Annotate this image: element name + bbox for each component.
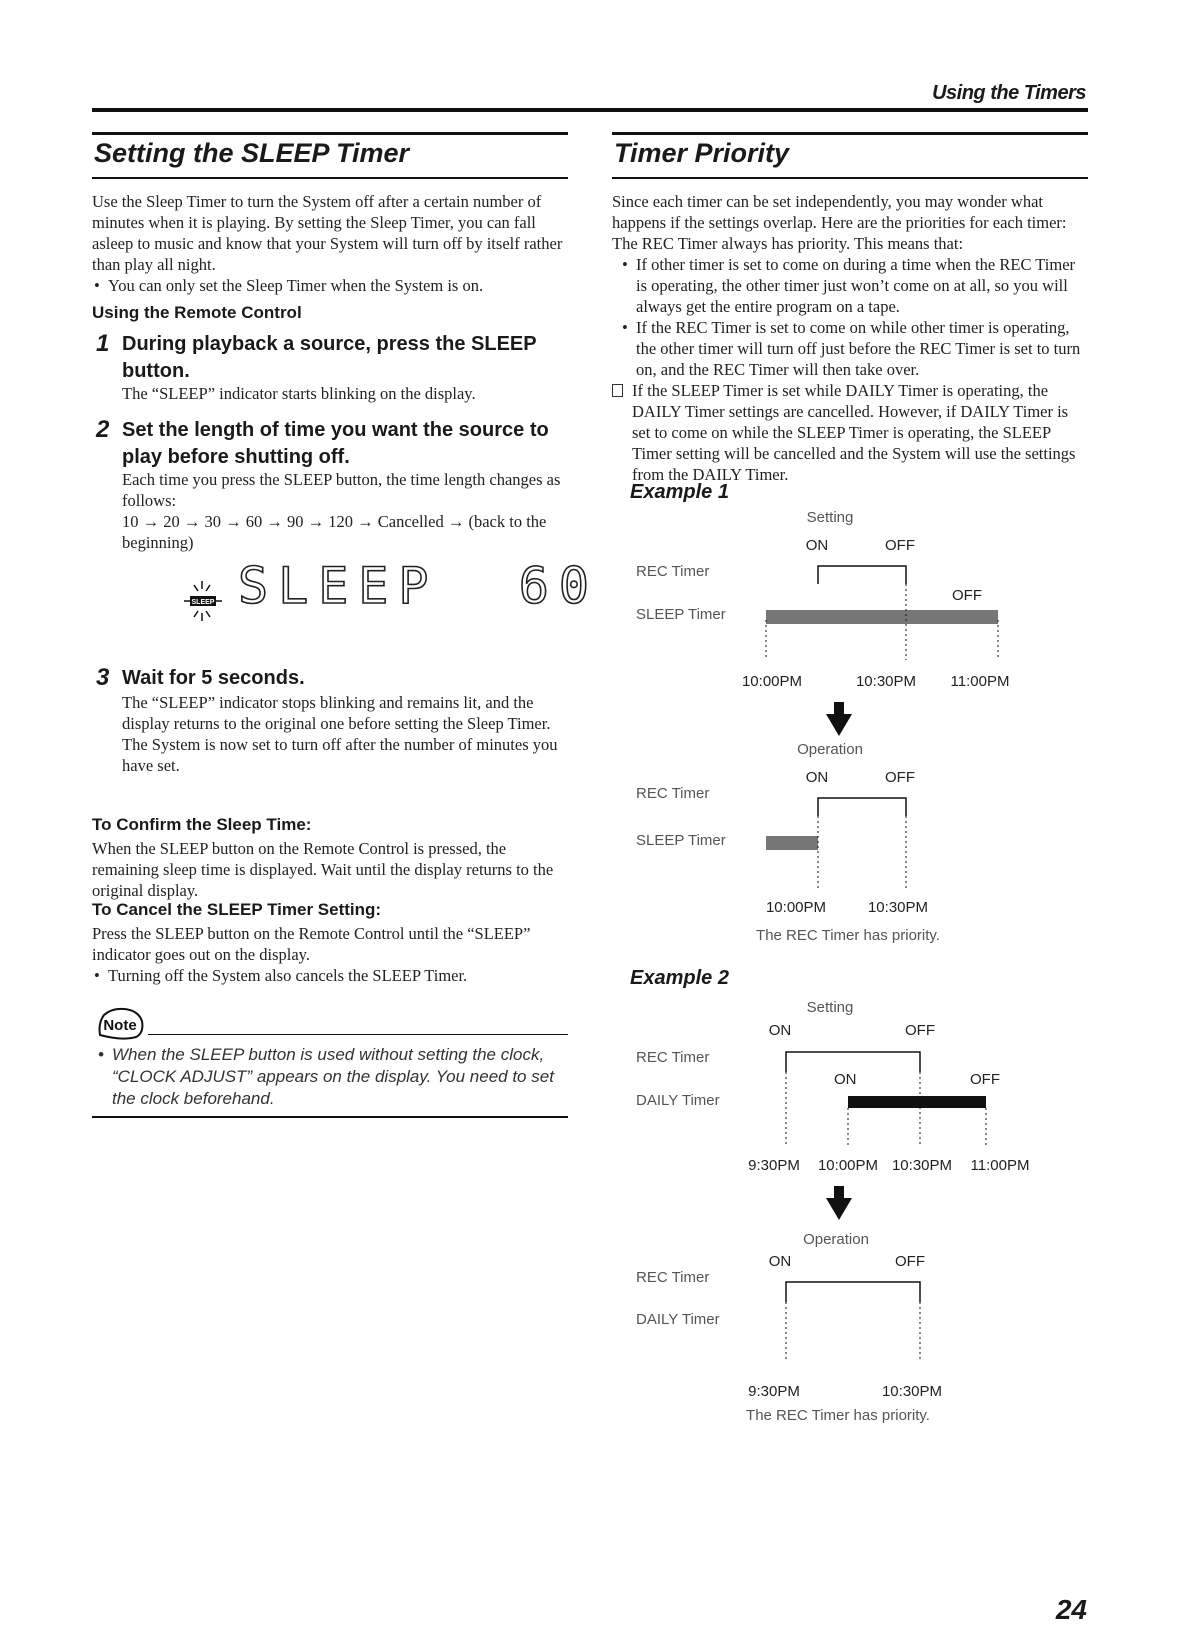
step-2-number: 2 (96, 416, 110, 443)
cancel-body (92, 923, 568, 986)
ex1-time-3: 11:00PM (950, 673, 1010, 690)
ex1-op-sleep-bar (766, 836, 818, 850)
ex1-op-off-label: OFF (885, 769, 915, 786)
step-1-heading: During playback a source, press the SLEEP button. (122, 333, 537, 382)
ex1-op-on-label: ON (805, 769, 829, 786)
note-rule (148, 1034, 568, 1035)
ex1-sleep-label: SLEEP Timer (636, 606, 726, 623)
ex2-off-right-label: OFF (970, 1071, 1000, 1088)
ex2-op-time-1: 9:30PM (748, 1383, 800, 1400)
step-2-sequence: 10 → 20 → 30 → 60 → 90 → 120 → Cancelled → (back to the beginning) (122, 512, 547, 552)
priority-bullet-2: • If the REC Timer is set to come on while other timer is operating, the other timer will turn off just before the REC Timer is set to turn on, and the REC Timer will then take over. (620, 317, 1088, 380)
running-header: Using the Timers (932, 82, 1086, 104)
left-section-title: Setting the SLEEP Timer (94, 138, 410, 168)
ex1-op-rec-line (818, 798, 906, 816)
ex2-time-2: 10:00PM (817, 1157, 879, 1174)
ex1-arrow-down-icon (826, 702, 852, 736)
step-2-body (122, 469, 568, 553)
left-title-top-rule (92, 132, 568, 135)
sleep-display (180, 557, 599, 635)
display-readout: SLEEP 60 (238, 557, 599, 615)
ex2-operation-label: Operation (803, 1231, 869, 1248)
ex2-rec-line (786, 1052, 920, 1072)
left-bullet: • You can only set the Sleep Timer when the System is on. (92, 275, 568, 296)
ex2-on-mid-label: ON (834, 1071, 857, 1088)
sleep-daily-text: If the SLEEP Timer is set while DAILY Timer is operating, the DAILY Timer settings are cancelled. However, if DAILY Timer is set to come on while the SLEEP Timer is operating, the SLEEP Timer setting will be cancelled and the System will use the settings from the DAILY Timer. (632, 381, 1076, 484)
ex1-off-label: OFF (885, 537, 915, 554)
ex1-op-rec-label: REC Timer (636, 785, 710, 802)
ex2-op-rec-label: REC Timer (636, 1269, 710, 1286)
checkbox-icon (612, 384, 623, 397)
rec-priority-text: The REC Timer always has priority. This means that: (612, 234, 964, 253)
example-1-label: Example 1 (630, 481, 729, 503)
step-3-number: 3 (96, 664, 110, 691)
step-3-body-text-2: The System is now set to turn off after the number of minutes you have set. (122, 735, 558, 775)
sleep-daily-note (612, 380, 1088, 485)
step-2-body-text: Each time you press the SLEEP button, the time length changes as follows: (122, 470, 561, 510)
ex1-rec-label: REC Timer (636, 563, 710, 580)
step-1-number: 1 (96, 330, 110, 357)
right-intro (612, 191, 1088, 380)
ex1-op-time-1: 10:00PM (765, 899, 827, 916)
ex2-time-3: 10:30PM (891, 1157, 953, 1174)
ex2-op-time-2: 10:30PM (881, 1383, 943, 1400)
header-rule (92, 108, 1088, 112)
ex1-setting-label: Setting (806, 509, 854, 526)
note-icon (96, 1005, 146, 1041)
example-1-diagram (612, 500, 1088, 960)
right-intro-text: Since each timer can be set independently, you may wonder what happens if the settings overlap. Here are the priorities for each timer: (612, 192, 1067, 232)
ex1-op-sleep-label: SLEEP Timer (636, 832, 726, 849)
example-2-label: Example 2 (630, 967, 729, 989)
priority-bullet-1: • If other timer is set to come on during a time when the REC Timer is operating, the other timer just won’t come on at all, so you will always get the entire program on a tape. (620, 254, 1088, 317)
ex2-on-label: ON (768, 1022, 792, 1039)
ex2-arrow-down-icon (826, 1186, 852, 1220)
step-3-body-text: The “SLEEP” indicator stops blinking and remains lit, and the display returns to the original one before setting the Sleep Timer. (122, 693, 551, 733)
right-title-top-rule (612, 132, 1088, 135)
step-2-heading: Set the length of time you want the source to play before shutting off. (122, 419, 549, 468)
sleep-indicator-label: SLEEP (191, 599, 215, 606)
ex2-op-off-label: OFF (895, 1253, 925, 1270)
cancel-bullet: • Turning off the System also cancels the SLEEP Timer. (92, 965, 568, 986)
left-intro (92, 191, 568, 296)
confirm-body: When the SLEEP button on the Remote Control is pressed, the remaining sleep time is displayed. Wait until the display returns to the original display. (92, 839, 554, 900)
ex2-setting-label: Setting (806, 999, 854, 1016)
ex2-priority-text: The REC Timer has priority. (746, 1407, 930, 1424)
left-intro-text: Use the Sleep Timer to turn the System off after a certain number of minutes when it is playing. By setting the Sleep Timer, you can fall asleep to music and know that your System will turn off by itself rather than play all night. (92, 192, 563, 274)
ex2-daily-bar (848, 1096, 986, 1108)
step-3-body (122, 692, 568, 776)
right-title-bottom-rule (612, 177, 1088, 179)
ex1-rec-line (818, 566, 906, 584)
left-title-bottom-rule (92, 177, 568, 179)
page-number: 24 (1055, 1594, 1087, 1625)
cancel-body-text: Press the SLEEP button on the Remote Control until the “SLEEP” indicator goes out on the display. (92, 924, 531, 964)
ex2-off-label: OFF (905, 1022, 935, 1039)
cancel-heading: To Cancel the SLEEP Timer Setting: (92, 900, 382, 919)
ex2-time-1: 9:30PM (748, 1157, 800, 1174)
ex2-op-on-label: ON (768, 1253, 792, 1270)
example-2-diagram (612, 990, 1088, 1430)
ex1-priority-text: The REC Timer has priority. (756, 927, 940, 944)
step-1-body: The “SLEEP” indicator starts blinking on the display. (122, 384, 476, 403)
ex1-op-time-2: 10:30PM (867, 899, 929, 916)
ex2-time-4: 11:00PM (970, 1157, 1030, 1174)
ex1-sleep-bar (766, 610, 998, 624)
confirm-heading: To Confirm the Sleep Time: (92, 815, 312, 834)
ex2-rec-label: REC Timer (636, 1049, 710, 1066)
ex1-on-label: ON (805, 537, 829, 554)
remote-heading: Using the Remote Control (92, 303, 302, 322)
ex1-time-2: 10:30PM (855, 673, 917, 690)
ex2-op-rec-line (786, 1282, 920, 1302)
note-bottom-rule (92, 1116, 568, 1118)
right-section-title: Timer Priority (614, 138, 790, 168)
ex2-op-daily-label: DAILY Timer (636, 1311, 720, 1328)
note-body (96, 1044, 572, 1110)
note-label: Note (103, 1017, 137, 1034)
ex2-daily-label: DAILY Timer (636, 1092, 720, 1109)
step-3-heading: Wait for 5 seconds. (122, 667, 305, 689)
ex1-operation-label: Operation (797, 741, 863, 758)
ex1-off-right-label: OFF (952, 587, 982, 604)
note-bullet: • When the SLEEP button is used without setting the clock, “CLOCK ADJUST” appears on the display. You need to set the clock beforehand. (96, 1044, 572, 1110)
ex1-time-1: 10:00PM (741, 673, 803, 690)
